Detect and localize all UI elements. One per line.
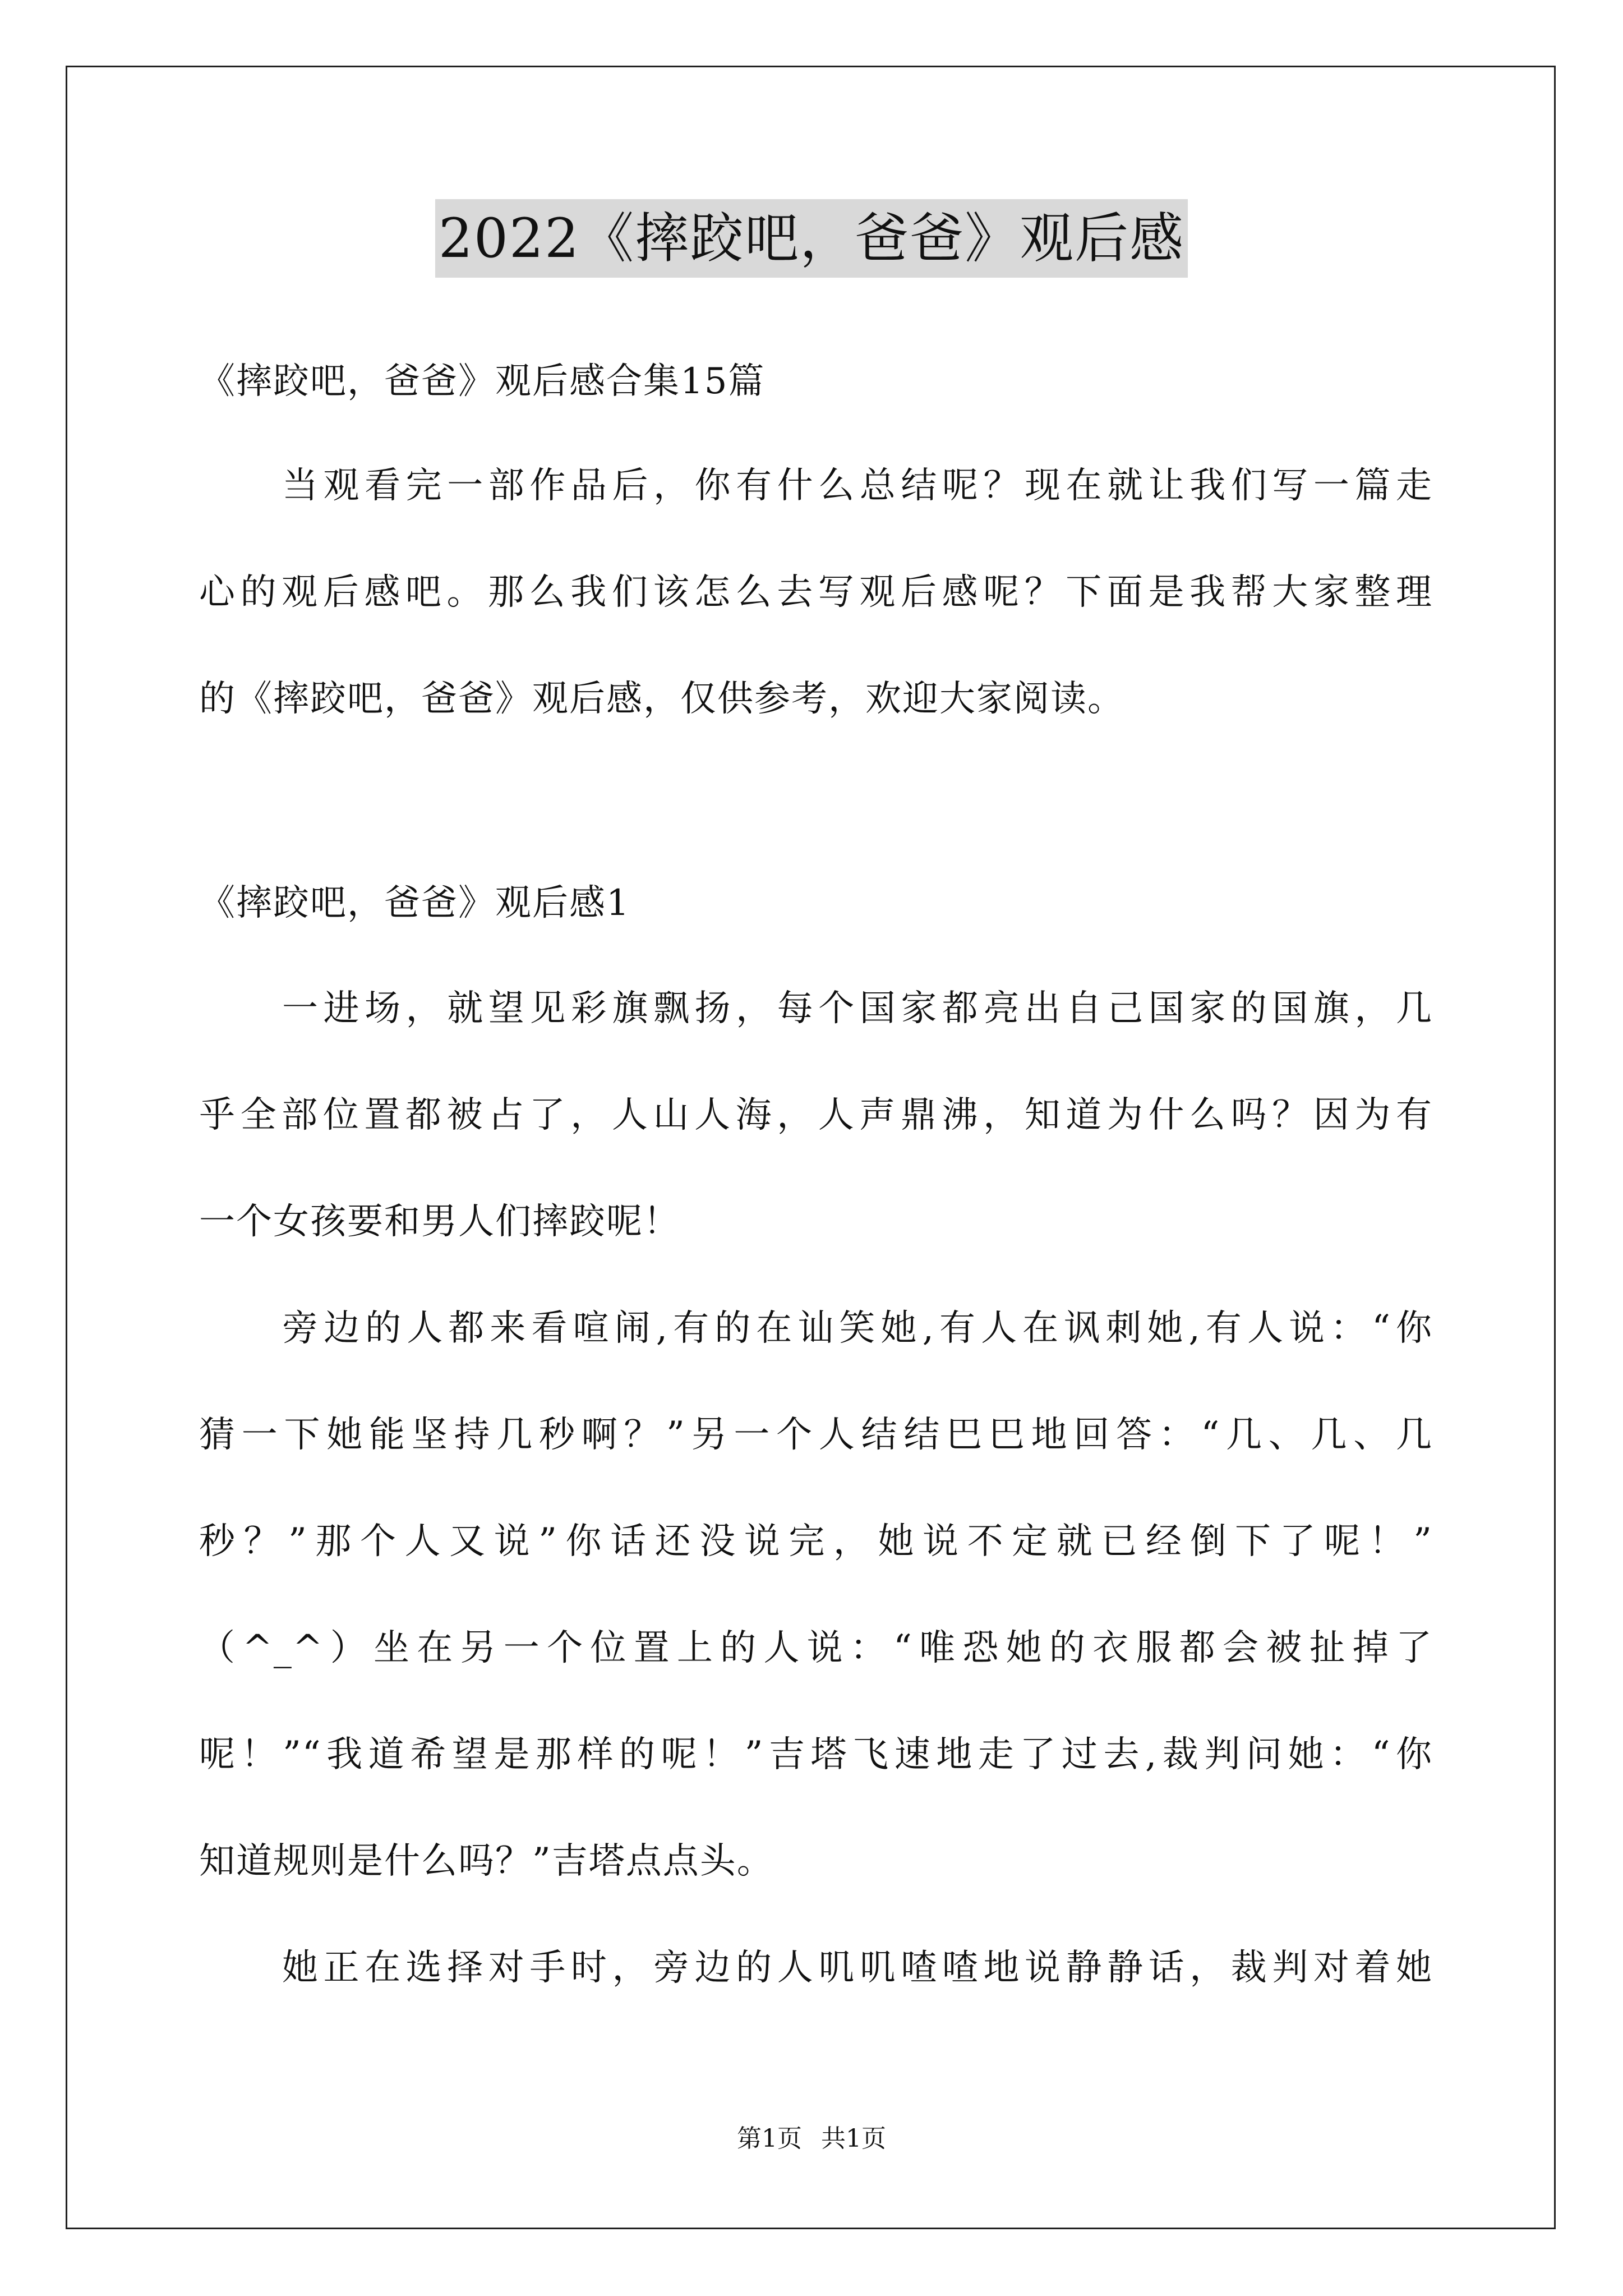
paragraph1-line-2: 乎全部位置都被占了，人山人海，人声鼎沸，知道为什么吗？因为有: [199, 1094, 1433, 1136]
subtitle: 《摔跤吧，爸爸》观后感合集15篇: [199, 361, 766, 402]
intro-line-1: 当观看完一部作品后，你有什么总结呢？现在就让我们写一篇走: [282, 465, 1433, 507]
section-heading: 《摔跤吧，爸爸》观后感1: [199, 882, 630, 924]
page-number: 第1页: [737, 2124, 802, 2153]
paragraph1-line-3: 一个女孩要和男人们摔跤呢！: [199, 1201, 680, 1243]
intro-line-2: 心的观后感吧。那么我们该怎么去写观后感呢？下面是我帮大家整理: [199, 572, 1433, 613]
paragraph2-line-2: 猜一下她能坚持几秒啊？”另一个人结结巴巴地回答：“几、几、几: [199, 1414, 1433, 1456]
paragraph2-line-5: 呢！”“我道希望是那样的呢！”吉塔飞速地走了过去,裁判问她：“你: [199, 1734, 1433, 1775]
page-total: 共1页: [821, 2124, 886, 2153]
page-footer: [0, 2122, 1623, 2156]
paragraph2-line-6: 知道规则是什么吗？”吉塔点点头。: [199, 1841, 774, 1882]
paragraph2-line-1: 旁边的人都来看喧闹,有的在讪笑她,有人在讽刺她,有人说：“你: [282, 1308, 1433, 1349]
paragraph3-line-1: 她正在选择对手时，旁边的人叽叽喳喳地说静静话，裁判对着她: [282, 1947, 1433, 1989]
intro-line-3: 的《摔跤吧，爸爸》观后感，仅供参考，欢迎大家阅读。: [199, 678, 1124, 720]
document-title: 2022《摔跤吧，爸爸》观后感: [435, 199, 1188, 278]
paragraph2-line-3: 秒？”那个人又说”你话还没说完，她说不定就已经倒下了呢！”: [199, 1521, 1433, 1562]
paragraph2-line-4: （^_^）坐在另一个位置上的人说：“唯恐她的衣服都会被扯掉了: [199, 1627, 1433, 1669]
paragraph1-line-1: 一进场，就望见彩旗飘扬，每个国家都亮出自己国家的国旗，几: [282, 988, 1433, 1029]
title-container: [0, 199, 1623, 278]
